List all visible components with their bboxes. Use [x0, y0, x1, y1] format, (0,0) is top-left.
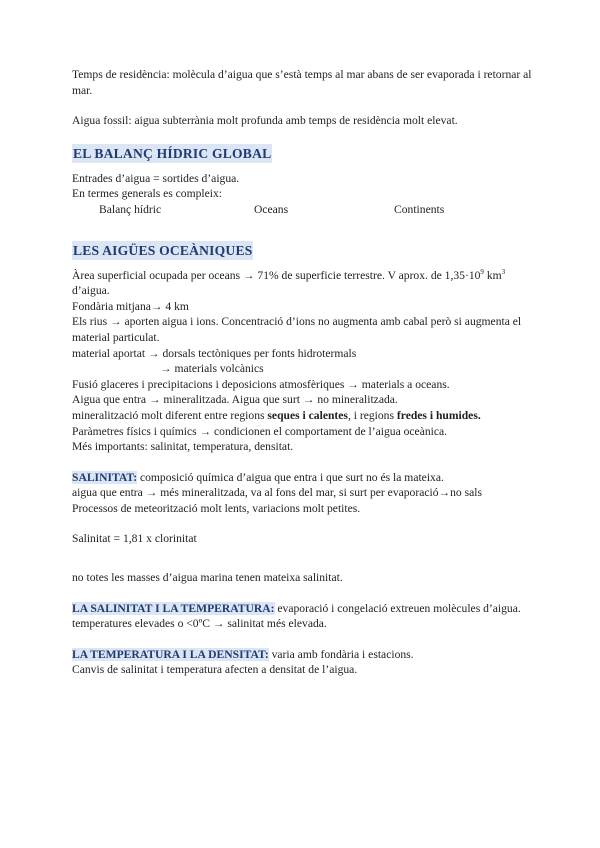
important-text: Més importants: salinitat, temperatura, densitat.: [72, 440, 294, 454]
salinity-line-2: aigua que entra → més mineralitzada, va al fons del mar, si surt per evaporació→no sals: [72, 486, 483, 500]
salinity-temperature-text: LA SALINITAT I LA TEMPERATURA: evaporació i congelació extreuen molècules d’aigua.: [72, 601, 521, 615]
material-line-2: → materials volcànics: [160, 362, 264, 376]
balance-col-1: Balanç hídric: [99, 202, 162, 216]
document-page: [72, 67, 542, 678]
parameters-text: Paràmetres físics i químics → condicionen el comportament de l’aigua oceànica.: [72, 424, 448, 438]
balance-columns: [72, 202, 542, 218]
mineralization-text: mineralització molt diferent entre regions seques i calentes, i regions fredes i humides.: [72, 408, 481, 422]
material-line-1: material aportat → dorsals tectòniques per fonts hidrotermals: [72, 346, 357, 360]
water-in-out-text: Aigua que entra → mineralitzada. Aigua que surt → no mineralitzada.: [72, 393, 398, 407]
balance-line-1: Entrades d’aigua = sortides d’aigua.: [72, 171, 240, 185]
fossil-water-text: Aigua fossil: aigua subterrània molt profunda amb temps de residència molt elevat.: [72, 114, 458, 128]
salinity-note: no totes les masses d’aigua marina tenen mateixa salinitat.: [72, 571, 343, 585]
salinity-definition: SALINITAT: composició química d’aigua que entra i que surt no és la mateixa.: [72, 470, 444, 484]
balance-col-2: Oceans: [254, 202, 289, 216]
residence-time-text: Temps de residència: molècula d’aigua que s’està temps al mar abans de ser evaporada i retornar al mar.: [72, 68, 532, 97]
balance-line-2: En termes generals es compleix:: [72, 187, 223, 201]
section-heading-oceans: LES AIGÜES OCEÀNIQUES: [73, 242, 253, 258]
rivers-text: Els rius → aporten aigua i ions. Concentració d’ions no augmenta amb cabal però si augmenta el material particulat.: [72, 315, 522, 344]
temperature-density-text: LA TEMPERATURA I LA DENSITAT: varia amb fondària i estacions.: [72, 647, 414, 661]
balance-col-3: Continents: [394, 202, 445, 216]
section-heading-balance: EL BALANÇ HÍDRIC GLOBAL: [73, 145, 272, 161]
salinity-formula: Salinitat = 1,81 x clorinitat: [72, 532, 197, 546]
ocean-depth-text: Fondària mitjana→ 4 km: [72, 299, 189, 313]
salinity-line-3: Processos de meteorització molt lents, variacions molt petites.: [72, 501, 361, 515]
ocean-area-text: Àrea superficial ocupada per oceans → 71% de superficie terrestre. V aprox. de $1,35\cdot 10^9$ $km^3$ d’aigua.: [72, 267, 506, 298]
temperature-density-line-2: Canvis de salinitat i temperatura afecten a densitat de l’aigua.: [72, 663, 358, 677]
fusion-text: Fusió glaceres i precipitacions i deposicions atmosfèriques → materials a oceans.: [72, 377, 450, 391]
salinity-temperature-line-2: temperatures elevades o <0ºC → salinitat més elevada.: [72, 617, 327, 631]
